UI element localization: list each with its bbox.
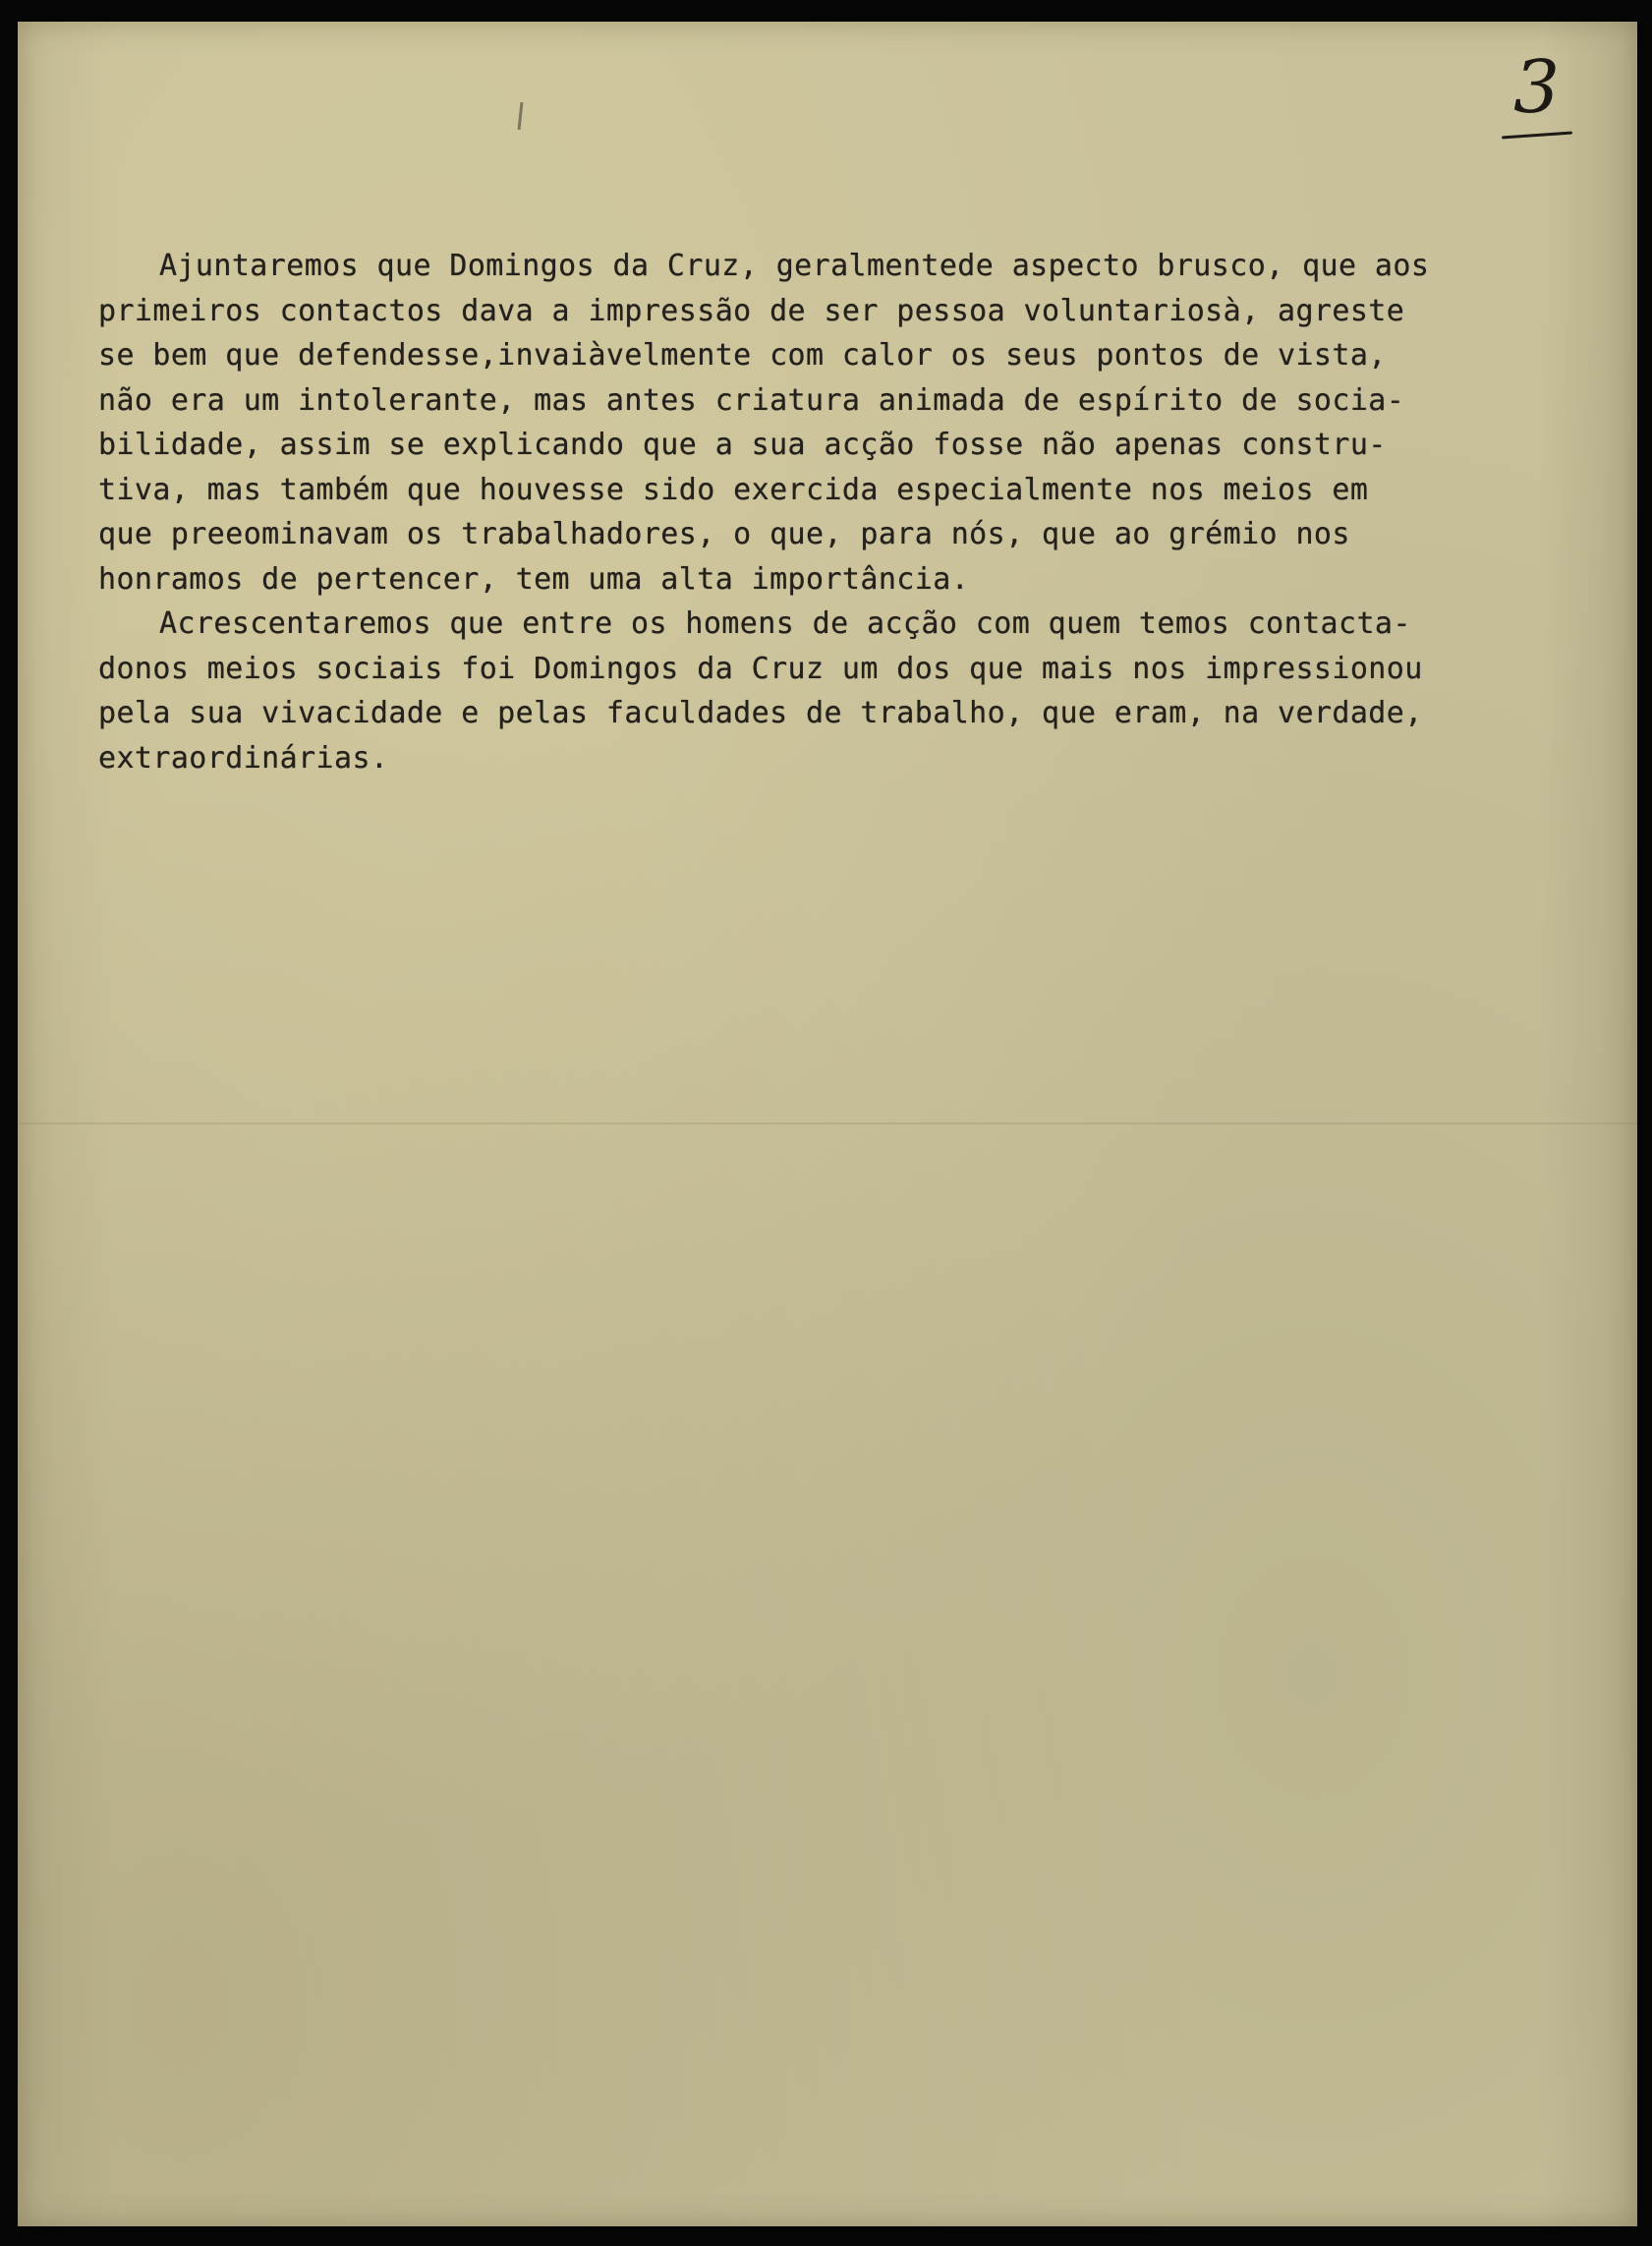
paper-fold-line: [18, 1123, 1637, 1124]
text-line: Acrescentaremos que entre os homens de acção com quem temos contacta-: [159, 606, 1411, 641]
text-line: honramos de pertencer, tem uma alta importância.: [98, 561, 970, 597]
text-line: pela sua vivacidade e pelas faculdades de trabalho, que eram, na verdade,: [98, 696, 1423, 730]
text-line: não era um intolerante, mas antes criatura animada de espírito de socia-: [98, 382, 1405, 418]
text-line: bilidade, assim se explicando que a sua acção fosse não apenas constru-: [98, 428, 1387, 462]
paragraph-2: [98, 602, 1572, 780]
text-line: Ajuntaremos que Domingos da Cruz, geralmentede aspecto brusco, que aos: [159, 249, 1430, 283]
text-line: extraordinárias.: [98, 740, 389, 776]
text-line: tiva, mas também que houvesse sido exercida especialmente nos meios em: [98, 472, 1369, 507]
text-line: que preeominavam os trabalhadores, o que, para nós, que ao grémio nos: [98, 517, 1350, 551]
typed-body-text: [98, 244, 1572, 780]
page-number: 3: [1513, 45, 1561, 130]
text-line: primeiros contactos dava a impressão de ser pessoa voluntariosà, agreste: [98, 293, 1405, 328]
text-line: se bem que defendesse,invaiàvelmente com calor os seus pontos de vista,: [98, 338, 1387, 373]
text-line: donos meios sociais foi Domingos da Cruz um dos que mais nos impressionou: [98, 651, 1423, 686]
paragraph-1: [98, 244, 1572, 602]
